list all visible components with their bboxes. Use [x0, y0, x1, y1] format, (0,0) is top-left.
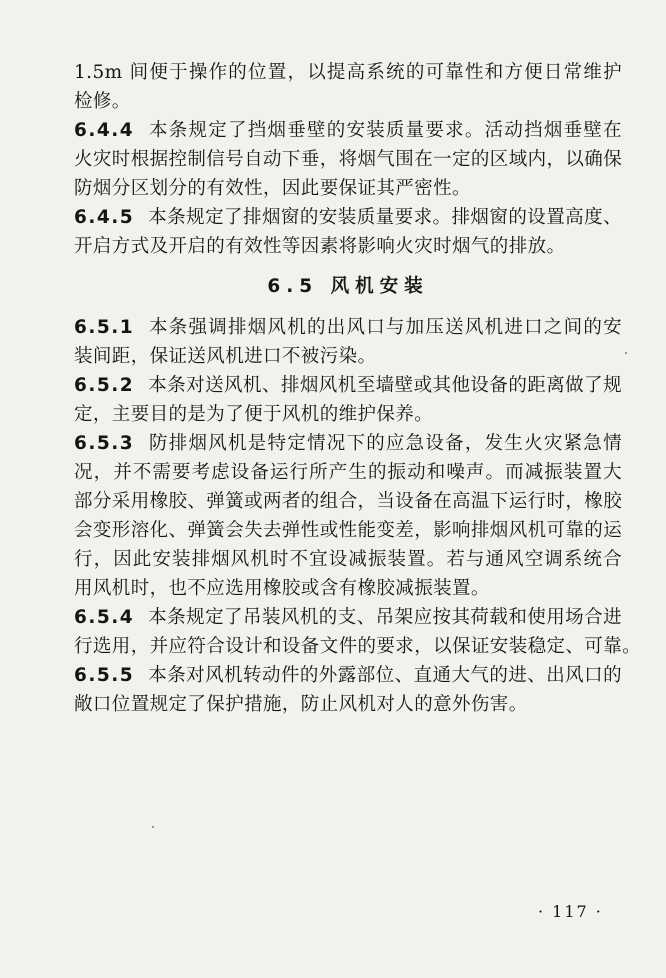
clause-number: 6.5.2 [74, 375, 135, 396]
clause-6-5-3-first-line [74, 429, 622, 458]
scan-speck [152, 826, 154, 828]
text-line: 本条对送风机、排烟风机至墙壁或其他设备的距离做了规 [148, 375, 622, 396]
section-heading: 6.5 风机安装 [267, 276, 429, 297]
text-line: 部分采用橡胶、弹簧或两者的组合，当设备在高温下运行时，橡胶 [74, 491, 623, 512]
text-line: 本条强调排烟风机的出风口与加压送风机进口之间的安 [148, 317, 622, 338]
text-line: 敞口位置规定了保护措施，防止风机对人的意外伤害。 [74, 694, 528, 715]
text-line: 本条规定了排烟窗的安装质量要求。排烟窗的设置高度、 [148, 207, 622, 228]
text-line: 会变形溶化、弹簧会失去弹性或性能变差，影响排烟风机可靠的运 [74, 520, 623, 541]
scan-speck [625, 352, 627, 354]
text-line: 本条规定了吊装风机的支、吊架应按其荷载和使用场合进 [148, 607, 622, 628]
text-line: 行，因此安装排烟风机时不宜设减振装置。若与通风空调系统合 [74, 549, 622, 570]
text-line: 定，主要目的是为了便于风机的维护保养。 [74, 404, 434, 425]
text-line: 防烟分区划分的有效性，因此要保证其严密性。 [74, 178, 471, 199]
text-line: 1.5m 间便于操作的位置，以提高系统的可靠性和方便日常维护 [74, 62, 622, 83]
text-line: 火灾时根据控制信号自动下垂，将烟气围在一定的区域内，以确保 [74, 149, 623, 170]
clause-number: 6.5.3 [74, 433, 135, 454]
clause-number: 6.5.5 [74, 665, 135, 686]
clause-number: 6.5.1 [74, 317, 135, 338]
text-line: 况，并不需要考虑设备运行所产生的振动和噪声。而减振装置大 [74, 462, 622, 483]
clause-number: 6.4.4 [74, 120, 135, 141]
text-line: 本条对风机转动件的外露部位、直通大气的进、出风口的 [148, 665, 622, 686]
clause-6-5-5-first-line [74, 661, 622, 690]
text-line: 防排烟风机是特定情况下的应急设备，发生火灾紧急情 [148, 433, 622, 454]
page-number: · 117 · [538, 902, 603, 921]
page-content [74, 58, 642, 719]
clause-6-4-5-first-line [74, 203, 622, 232]
clause-6-5-2-first-line [74, 371, 622, 400]
text-line: 本条规定了挡烟垂壁的安装质量要求。活动挡烟垂壁在 [148, 120, 622, 141]
text-line: 行选用，并应符合设计和设备文件的要求，以保证安装稳定、可靠。 [74, 636, 642, 657]
text-line: 检修。 [74, 91, 131, 112]
text-line: 开启方式及开启的有效性等因素将影响火灾时烟气的排放。 [74, 236, 566, 257]
text-line: 装间距，保证送风机进口不被污染。 [74, 346, 377, 367]
clause-6-5-4-first-line [74, 603, 622, 632]
clause-number: 6.5.4 [74, 607, 135, 628]
text-line: 用风机时，也不应选用橡胶或含有橡胶减振装置。 [74, 578, 490, 599]
clause-number: 6.4.5 [74, 207, 135, 228]
clause-6-5-1-first-line [74, 313, 622, 342]
clause-6-4-4-first-line [74, 116, 622, 145]
